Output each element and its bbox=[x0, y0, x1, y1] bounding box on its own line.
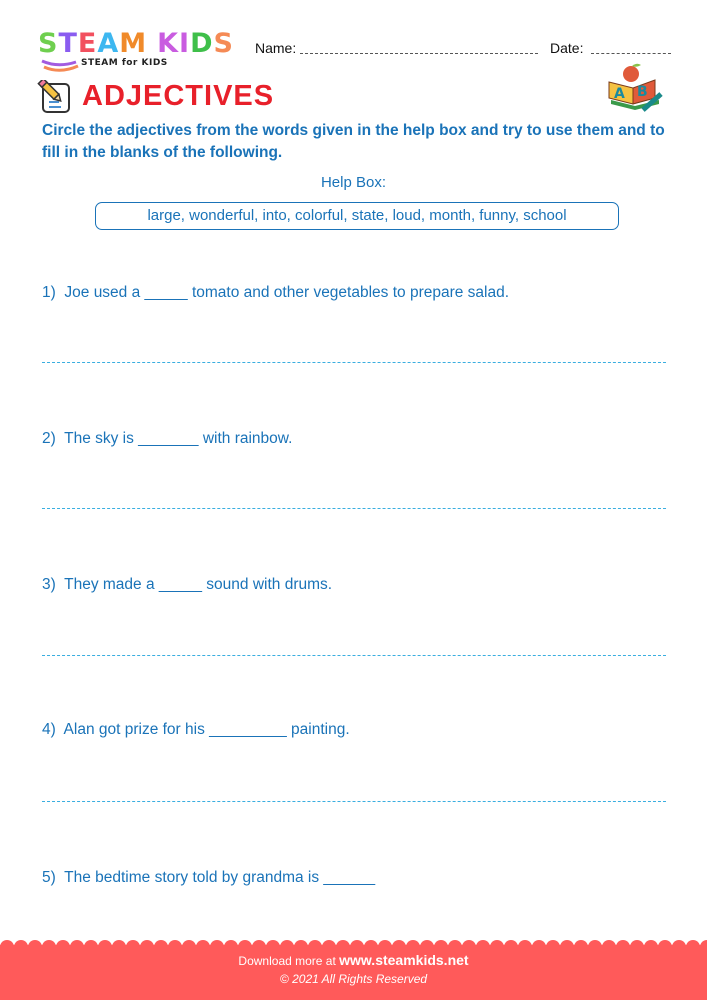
website-link[interactable]: www.steamkids.net bbox=[339, 952, 469, 968]
question-3: 3) They made a _____ sound with drums. bbox=[42, 576, 333, 593]
abc-book-icon bbox=[605, 60, 663, 112]
question-1: 1) Joe used a _____ tomato and other vegetables to prepare salad. bbox=[42, 284, 510, 301]
question-5: 5) The bedtime story told by grandma is ______ bbox=[42, 869, 376, 886]
logo-letter: D bbox=[190, 28, 214, 59]
logo-subtitle: STEAM for KIDS bbox=[81, 58, 168, 68]
help-box-label: Help Box: bbox=[320, 174, 387, 191]
worksheet-title: ADJECTIVES bbox=[82, 80, 275, 112]
steam-kids-logo bbox=[38, 30, 238, 74]
name-label: Name: bbox=[255, 40, 297, 56]
answer-line-2[interactable] bbox=[42, 508, 666, 509]
answer-line-4[interactable] bbox=[42, 801, 666, 802]
date-input-line[interactable] bbox=[591, 53, 671, 54]
logo-letter: M bbox=[119, 28, 148, 59]
svg-text:B: B bbox=[637, 84, 648, 100]
logo-letter: E bbox=[77, 28, 98, 59]
download-prefix: Download more at bbox=[238, 954, 336, 968]
question-2: 2) The sky is _______ with rainbow. bbox=[42, 430, 293, 447]
date-label: Date: bbox=[550, 40, 584, 56]
help-box: large, wonderful, into, colorful, state, loud, month, funny, school bbox=[95, 202, 619, 230]
logo-wordmark bbox=[38, 30, 234, 58]
footer-download bbox=[0, 952, 707, 968]
footer-copyright: © 2021 All Rights Reserved bbox=[279, 972, 428, 986]
answer-line-1[interactable] bbox=[42, 362, 666, 363]
question-4: 4) Alan got prize for his _________ painting. bbox=[42, 721, 350, 738]
logo-letter: A bbox=[97, 28, 120, 59]
logo-letter: I bbox=[179, 28, 191, 59]
answer-line-3[interactable] bbox=[42, 655, 666, 656]
logo-letter: T bbox=[58, 28, 78, 59]
name-input-line[interactable] bbox=[300, 53, 538, 54]
pencil-paper-icon bbox=[37, 80, 73, 114]
logo-letter: K bbox=[157, 28, 180, 59]
logo-letter: S bbox=[213, 28, 234, 59]
instructions: Circle the adjectives from the words given in the help box and try to use them and to fill in the blanks of the following. bbox=[42, 122, 665, 161]
logo-swoosh-icon bbox=[40, 58, 80, 74]
logo-letter: S bbox=[38, 28, 59, 59]
svg-text:A: A bbox=[614, 86, 625, 102]
